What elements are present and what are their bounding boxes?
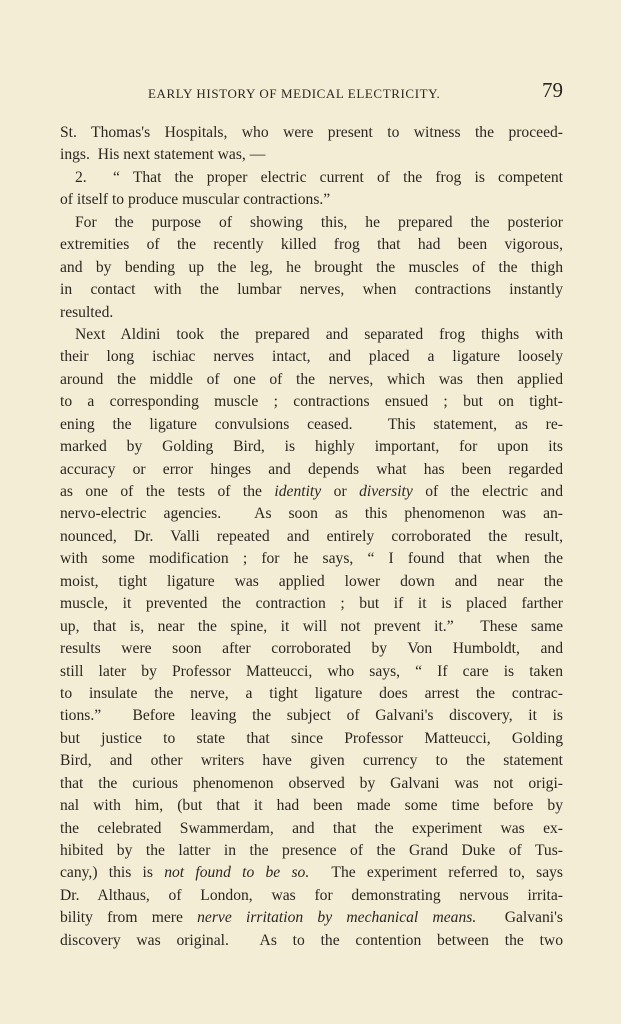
text-line xyxy=(60,279,563,301)
text-segment: ings. His next statement was, — xyxy=(60,146,266,164)
text-line xyxy=(60,167,563,189)
text-segment: extremities of the recently killed frog that had been vigorous, xyxy=(60,236,563,254)
text-line xyxy=(60,885,563,907)
text-segment: bility from mere xyxy=(60,909,198,927)
text-line xyxy=(60,661,563,683)
text-line xyxy=(60,773,563,795)
running-title: EARLY HISTORY OF MEDICAL ELECTRICITY. xyxy=(148,86,441,101)
text-segment: the celebrated Swammerdam, and that the experiment was ex- xyxy=(60,819,563,837)
text-line xyxy=(60,503,563,525)
text-segment: Galvani's xyxy=(476,909,563,927)
text-segment: The experiment referred to, says xyxy=(309,864,563,882)
text-line xyxy=(60,705,563,727)
text-line xyxy=(60,391,563,413)
text-line xyxy=(60,302,563,324)
body-text xyxy=(60,122,563,952)
text-line xyxy=(60,750,563,772)
text-line xyxy=(60,593,563,615)
text-line xyxy=(60,459,563,481)
text-line xyxy=(60,346,563,368)
italic-text: identity xyxy=(274,483,322,500)
text-segment: of the electric and xyxy=(412,483,563,500)
text-line xyxy=(60,907,563,929)
text-segment: hibited by the latter in the presence of the Grand Duke of Tus- xyxy=(60,842,563,859)
text-segment: St. Thomas's Hospitals, who were present to witness the proceed- xyxy=(60,124,563,141)
text-segment: accuracy or error hinges and depends what has been regarded xyxy=(60,460,563,478)
text-line xyxy=(60,526,563,548)
text-segment: nervo-electric agencies. As soon as this phenomenon was an- xyxy=(60,505,563,523)
text-segment: marked by Golding Bird, is highly important, for upon its xyxy=(60,438,563,456)
text-line xyxy=(60,189,563,211)
text-segment: up, that is, near the spine, it will not prevent it.” These same xyxy=(60,617,563,635)
text-line xyxy=(60,369,563,391)
text-segment: their long ischiac nerves intact, and placed a ligature loosely xyxy=(60,348,563,366)
text-segment: Dr. Althaus, of London, was for demonstrating nervous irrita- xyxy=(60,886,563,904)
text-line xyxy=(60,414,563,436)
text-segment: muscle, it prevented the contraction ; but if it is placed farther xyxy=(60,595,563,613)
text-line xyxy=(60,683,563,705)
text-segment: that the curious phenomenon observed by Galvani was not origi- xyxy=(60,774,563,792)
text-segment: to a corresponding muscle ; contractions ensued ; but on tight- xyxy=(60,393,563,411)
text-line xyxy=(60,481,563,503)
text-line xyxy=(60,840,563,862)
text-line xyxy=(60,436,563,458)
text-line xyxy=(60,571,563,593)
text-line xyxy=(60,862,563,884)
text-segment: results were soon after corroborated by Von Humboldt, and xyxy=(60,640,563,658)
text-line xyxy=(60,257,563,279)
text-line xyxy=(60,144,563,166)
text-segment: tions.” Before leaving the subject of Galvani's discovery, it is xyxy=(60,707,563,725)
text-line xyxy=(60,638,563,660)
text-segment: moist, tight ligature was applied lower down and near the xyxy=(60,572,563,590)
italic-text: nerve irritation by mechanical means. xyxy=(197,909,477,927)
text-line xyxy=(60,616,563,638)
text-line xyxy=(60,212,563,234)
text-segment: still later by Professor Matteucci, who says, “ If care is taken xyxy=(60,662,563,680)
text-segment: cany,) this is xyxy=(60,864,165,882)
text-line xyxy=(60,930,563,952)
text-segment: discovery was original. As to the contention between the two xyxy=(60,931,563,949)
text-segment: For the purpose of showing this, he prepared the posterior xyxy=(75,213,563,231)
text-segment: in contact with the lumbar nerves, when contractions instantly xyxy=(60,281,563,299)
text-segment: Bird, and other writers have given currency to the statement xyxy=(60,752,563,770)
text-segment: 2. “ That the proper electric current of the frog is competent xyxy=(75,168,563,186)
text-segment: or xyxy=(321,483,360,500)
text-segment: with some modification ; for he says, “ I found that when the xyxy=(60,550,563,568)
text-line xyxy=(60,728,563,750)
text-segment: nal with him, (but that it had been made some time before by xyxy=(60,797,563,815)
text-line xyxy=(60,324,563,346)
text-segment: ening the ligature convulsions ceased. This statement, as re- xyxy=(60,415,563,433)
text-segment: resulted. xyxy=(60,303,114,321)
italic-text: not found to be so. xyxy=(164,864,310,882)
text-segment: as one of the tests of the xyxy=(60,483,275,500)
text-line xyxy=(60,795,563,817)
text-segment: around the middle of one of the nerves, which was then applied xyxy=(60,370,563,388)
text-line xyxy=(60,818,563,840)
text-segment: nounced, Dr. Valli repeated and entirely corroborated the result, xyxy=(60,527,563,545)
text-segment: to insulate the nerve, a tight ligature does arrest the contrac- xyxy=(60,684,563,702)
running-header xyxy=(60,78,563,106)
page-number: 79 xyxy=(542,78,563,102)
text-segment: but justice to state that since Professor Matteucci, Golding xyxy=(60,729,563,747)
text-segment: Next Aldini took the prepared and separated frog thighs with xyxy=(75,325,563,343)
text-segment: and by bending up the leg, he brought the muscles of the thigh xyxy=(60,258,563,276)
text-segment: of itself to produce muscular contractions.” xyxy=(60,191,331,209)
text-line xyxy=(60,548,563,570)
text-line xyxy=(60,122,563,144)
italic-text: diversity xyxy=(359,483,413,500)
text-line xyxy=(60,234,563,256)
